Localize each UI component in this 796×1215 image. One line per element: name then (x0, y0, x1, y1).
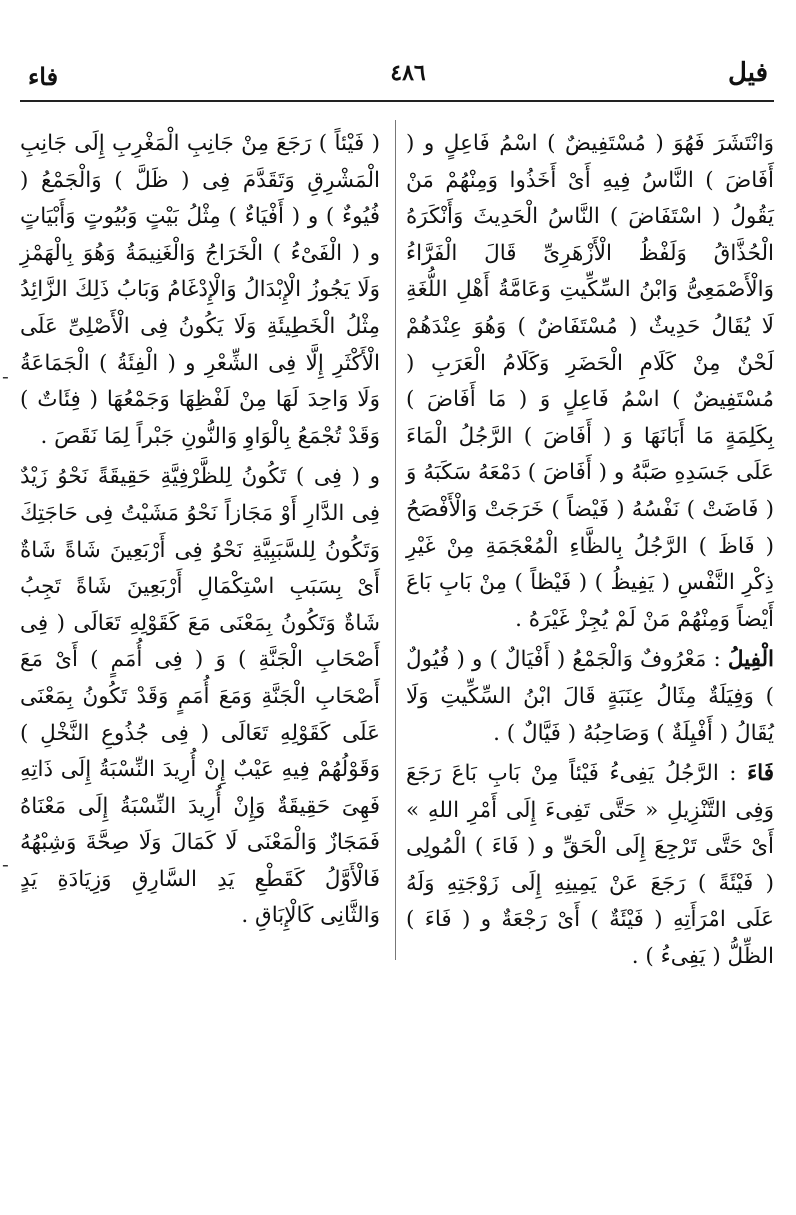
entry-fil (406, 642, 774, 752)
headword-faa: فَاءَ (747, 761, 775, 787)
margin-mark: - (2, 852, 9, 876)
header-rule (20, 100, 774, 102)
header-entry-word-right: فيل (728, 58, 768, 88)
entry-faa (406, 756, 774, 976)
column-divider (395, 120, 396, 960)
right-column (406, 126, 774, 976)
left-column (20, 126, 380, 935)
entry-faa-text: : الرَّجُلُ يَفِىءُ فَيْئاً مِنْ بَابِ بَاعَ رَجَعَ وَفِى التَّنْزِيلِ « حَتَّى تَفِىءَ إِلَى أَمْرِ اللهِ » أَىْ حَتَّى تَرْجِعَ إِلَى الْحَقِّ و ( فَاءَ ) الْمُولِى ( فَيْئَةً ) رَجَعَ عَنْ يَمِينِهِ إِلَى زَوْجَتِهِ وَلَهُ عَلَى امْرَأَتِهِ ( فَيْئَةٌ ) أَىْ رَجْعَةٌ و ( فَاءَ ) الظِّلُّ ( يَفِىءُ ) . (406, 761, 774, 970)
headword-fil: الْفِيلُ (727, 647, 774, 673)
header-entry-word-left: فاء (28, 62, 59, 91)
page-number: ٤٨٦ (390, 60, 426, 86)
margin-mark: - (2, 364, 9, 388)
entry-continuation-paragraph: وَانْتَشَرَ فَهُوَ ( مُسْتَفِيضٌ ) اسْمُ فَاعِلٍ و ( أَفَاضَ ) النَّاسُ فِيهِ أَىْ أَخَذُوا وَمِنْهُمْ مَنْ يَقُولُ ( اسْتَفَاضَ ) النَّاسُ الْحَدِيثَ وَأَنْكَرَهُ الْحُذَّاقُ وَلَفْظُ الْأَزْهَرِىِّ قَالَ الْفَرَّاءُ وَالْأَصْمَعِىُّ وَابْنُ السِّكِّيتِ وَعَامَّةُ أَهْلِ اللُّغَةِ لَا يُقَالُ حَدِيثٌ ( مُسْتَفَاضٌ ) وَهُوَ عِنْدَهُمْ لَحْنٌ مِنْ كَلَامِ الْحَضَرِ وَكَلَامُ الْعَرَبِ ( مُسْتَفِيضٌ ) اسْمُ فَاعِلٍ وَ ( مَا أَفَاضَ ) بِكَلِمَةٍ مَا أَبَانَهَا وَ ( أَفَاضَ ) الرَّجُلُ الْمَاءَ عَلَى جَسَدِهِ صَبَّهُ و ( أَفَاضَ ) دَمْعَهُ سَكَبَهُ وَ ( فَاضَتْ ) نَفْسُهُ ( فَيْضاً ) خَرَجَتْ وَالْأَفْصَحُ ( فَاظَ ) الرَّجُلُ بِالظَّاءِ الْمُعْجَمَةِ مِنْ غَيْرِ ذِكْرِ النَّفْسِ ( يَفِيظُ ) ( فَيْظاً ) مِنْ بَابِ بَاعَ أَيْضاً وَمِنْهُمْ مَنْ لَمْ يُجِزْ غَيْرَهُ . (406, 131, 774, 632)
page-header (28, 58, 768, 98)
entry-fil-text: : مَعْرُوفٌ وَالْجَمْعُ ( أَفْيَالٌ ) و ( فُيُولٌ ) وَفِيَلَةٌ مِثَالُ عِنَبَةٍ قَالَ ابْنُ السِّكِّيتِ وَلَا يُقَالُ ( أَفْيِلَةٌ ) وَصَاحِبُهُ ( فَيَّالٌ ) . (406, 647, 774, 746)
entry-faa-continuation: ( فَيْئاً ) رَجَعَ مِنْ جَانِبِ الْمَغْرِبِ إِلَى جَانِبِ الْمَشْرِقِ وَتَقَدَّمَ فِى ( ظَلَّ ) وَالْجَمْعُ ( فُيُوءٌ ) و ( أَفْيَاءٌ ) مِثْلُ بَيْتٍ وَبُيُوتٍ وَأَبْيَاتٍ و ( الْفَىْءُ ) الْخَرَاجُ وَالْغَنِيمَةُ وَهُوَ بِالْهَمْزِ وَلَا يَجُوزُ الْإِبْدَالُ وَالْإِدْغَامُ وَبَابُ ذَلِكَ الزَّائِدُ مِثْلُ الْخَطِيئَةِ وَلَا يَكُونُ فِى الْأَصْلِىِّ عَلَى الْأَكْثَرِ إِلَّا فِى الشِّعْرِ و ( الْفِئَةُ ) الْجَمَاعَةُ وَلَا وَاحِدَ لَهَا مِنْ لَفْظِهَا وَجَمْعُهَا ( فِئَاتٌ ) وَقَدْ تُجْمَعُ بِالْوَاوِ وَالنُّونِ جَبْراً لِمَا نَقَصَ . (20, 131, 380, 449)
entry-fi: و ( فِى ) تَكُونُ لِلظَّرْفِيَّةِ حَقِيقَةً نَحْوُ زَيْدٌ فِى الدَّارِ أَوْ مَجَازاً نَحْوُ مَشَيْتُ فِى حَاجَتِكَ وَتَكُونُ لِلسَّبَبِيَّةِ نَحْوُ فِى أَرْبَعِينَ شَاةً شَاةٌ أَىْ بِسَبَبِ اسْتِكْمَالِ أَرْبَعِينَ شَاةً تَجِبُ شَاةٌ وَتَكُونُ بِمَعْنَى مَعَ كَقَوْلِهِ تَعَالَى ( فِى أَصْحَابِ الْجَنَّةِ ) وَ ( فِى أُمَمٍ ) أَىْ مَعَ أَصْحَابِ الْجَنَّةِ وَمَعَ أُمَمٍ وَقَدْ تَكُونُ بِمَعْنَى عَلَى كَقَوْلِهِ تَعَالَى ( فِى جُذُوعِ النَّخْلِ ) وَقَوْلُهُمْ فِيهِ عَيْبٌ إِنْ أُرِيدَ النِّسْبَةُ إِلَى ذَاتِهِ فَهِىَ حَقِيقَةٌ وَإِنْ أُرِيدَ النِّسْبَةُ إِلَى مَعْنَاهُ فَمَجَازٌ وَالْمَعْنَى لَا كَمَالَ وَلَا صِحَّةَ وَشِبْهُهُ فَالْأَوَّلُ كَقَطْعِ يَدِ السَّارِقِ وَزِيَادَةِ يَدٍ وَالثَّانِى كَالْإِبَاقِ . (20, 464, 380, 929)
